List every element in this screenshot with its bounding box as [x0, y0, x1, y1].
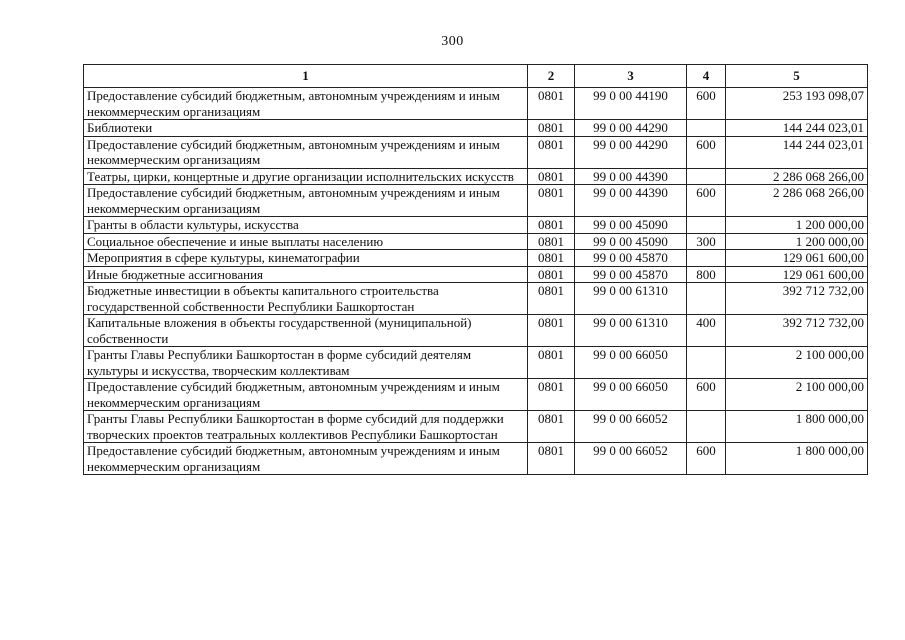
row-section-code: 0801	[528, 347, 575, 379]
row-target-article: 99 0 00 44290	[575, 120, 687, 137]
table-body	[84, 88, 868, 475]
row-section-code: 0801	[528, 411, 575, 443]
row-target-article: 99 0 00 44390	[575, 168, 687, 185]
row-target-article: 99 0 00 44290	[575, 136, 687, 168]
row-name: Театры, цирки, концертные и другие организации исполнительских искусств	[84, 168, 528, 185]
header-col-1: 1	[84, 65, 528, 88]
row-target-article: 99 0 00 45870	[575, 250, 687, 267]
row-target-article: 99 0 00 45090	[575, 233, 687, 250]
row-name: Бюджетные инвестиции в объекты капитального строительства государственной собственности Республики Башкортостан	[84, 283, 528, 315]
row-expense-type	[687, 411, 726, 443]
table-row	[84, 250, 868, 267]
row-name: Библиотеки	[84, 120, 528, 137]
table-row	[84, 379, 868, 411]
header-col-5: 5	[726, 65, 868, 88]
table-row	[84, 88, 868, 120]
table-row	[84, 283, 868, 315]
row-target-article: 99 0 00 66052	[575, 411, 687, 443]
row-section-code: 0801	[528, 136, 575, 168]
row-section-code: 0801	[528, 250, 575, 267]
row-section-code: 0801	[528, 185, 575, 217]
row-amount: 129 061 600,00	[726, 250, 868, 267]
row-name: Мероприятия в сфере культуры, кинематографии	[84, 250, 528, 267]
row-section-code: 0801	[528, 266, 575, 283]
row-target-article: 99 0 00 45090	[575, 217, 687, 234]
row-section-code: 0801	[528, 315, 575, 347]
row-amount: 129 061 600,00	[726, 266, 868, 283]
budget-table	[83, 64, 868, 475]
row-expense-type: 600	[687, 379, 726, 411]
row-name: Предоставление субсидий бюджетным, автономным учреждениям и иным некоммерческим организациям	[84, 185, 528, 217]
table-row	[84, 168, 868, 185]
row-amount: 2 100 000,00	[726, 347, 868, 379]
row-target-article: 99 0 00 44190	[575, 88, 687, 120]
row-section-code: 0801	[528, 120, 575, 137]
header-col-2: 2	[528, 65, 575, 88]
row-expense-type: 800	[687, 266, 726, 283]
row-amount: 2 286 068 266,00	[726, 168, 868, 185]
row-expense-type	[687, 120, 726, 137]
row-amount: 392 712 732,00	[726, 283, 868, 315]
row-name: Гранты Главы Республики Башкортостан в форме субсидий для поддержки творческих проектов театральных коллективов Республики Башкортостан	[84, 411, 528, 443]
row-section-code: 0801	[528, 233, 575, 250]
table-row	[84, 443, 868, 475]
row-expense-type	[687, 217, 726, 234]
row-expense-type	[687, 168, 726, 185]
row-section-code: 0801	[528, 88, 575, 120]
header-col-4: 4	[687, 65, 726, 88]
table-row	[84, 136, 868, 168]
row-name: Гранты в области культуры, искусства	[84, 217, 528, 234]
row-expense-type	[687, 283, 726, 315]
row-name: Социальное обеспечение и иные выплаты населению	[84, 233, 528, 250]
row-amount: 392 712 732,00	[726, 315, 868, 347]
table-row	[84, 411, 868, 443]
table-row	[84, 233, 868, 250]
row-name: Предоставление субсидий бюджетным, автономным учреждениям и иным некоммерческим организациям	[84, 136, 528, 168]
row-name: Иные бюджетные ассигнования	[84, 266, 528, 283]
table-row	[84, 266, 868, 283]
row-expense-type: 600	[687, 185, 726, 217]
row-expense-type: 600	[687, 443, 726, 475]
row-target-article: 99 0 00 66052	[575, 443, 687, 475]
row-expense-type: 300	[687, 233, 726, 250]
row-name: Предоставление субсидий бюджетным, автономным учреждениям и иным некоммерческим организациям	[84, 379, 528, 411]
row-expense-type: 400	[687, 315, 726, 347]
row-target-article: 99 0 00 66050	[575, 347, 687, 379]
row-name: Предоставление субсидий бюджетным, автономным учреждениям и иным некоммерческим организациям	[84, 88, 528, 120]
row-target-article: 99 0 00 44390	[575, 185, 687, 217]
header-col-3: 3	[575, 65, 687, 88]
row-amount: 253 193 098,07	[726, 88, 868, 120]
table-row	[84, 315, 868, 347]
row-name: Гранты Главы Республики Башкортостан в форме субсидий деятелям культуры и искусства, творческим коллективам	[84, 347, 528, 379]
row-target-article: 99 0 00 61310	[575, 283, 687, 315]
row-amount: 144 244 023,01	[726, 120, 868, 137]
row-section-code: 0801	[528, 283, 575, 315]
table-row	[84, 120, 868, 137]
row-section-code: 0801	[528, 379, 575, 411]
row-expense-type	[687, 347, 726, 379]
row-expense-type	[687, 250, 726, 267]
row-expense-type: 600	[687, 88, 726, 120]
row-amount: 2 100 000,00	[726, 379, 868, 411]
table-row	[84, 217, 868, 234]
row-amount: 1 200 000,00	[726, 217, 868, 234]
row-section-code: 0801	[528, 443, 575, 475]
row-amount: 144 244 023,01	[726, 136, 868, 168]
row-expense-type: 600	[687, 136, 726, 168]
row-section-code: 0801	[528, 168, 575, 185]
row-amount: 2 286 068 266,00	[726, 185, 868, 217]
page-number: 300	[441, 34, 464, 49]
row-amount: 1 200 000,00	[726, 233, 868, 250]
row-section-code: 0801	[528, 217, 575, 234]
row-target-article: 99 0 00 66050	[575, 379, 687, 411]
row-target-article: 99 0 00 45870	[575, 266, 687, 283]
row-name: Капитальные вложения в объекты государственной (муниципальной) собственности	[84, 315, 528, 347]
table-row	[84, 347, 868, 379]
table-row	[84, 185, 868, 217]
row-amount: 1 800 000,00	[726, 411, 868, 443]
row-amount: 1 800 000,00	[726, 443, 868, 475]
row-name: Предоставление субсидий бюджетным, автономным учреждениям и иным некоммерческим организациям	[84, 443, 528, 475]
row-target-article: 99 0 00 61310	[575, 315, 687, 347]
table-header-row	[84, 65, 868, 88]
